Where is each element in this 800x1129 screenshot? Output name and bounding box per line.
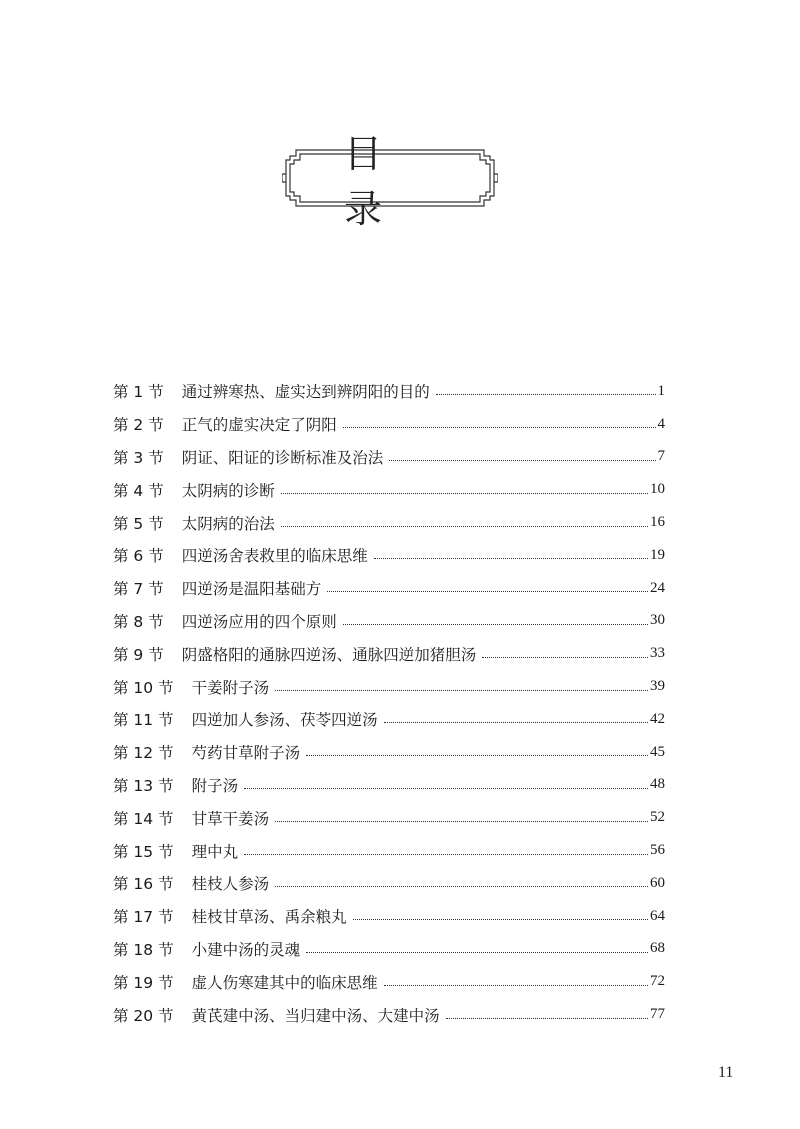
toc-section-number: 第 11 节 [113, 711, 174, 730]
toc-page-number: 45 [650, 743, 665, 760]
toc-section-title: 阴盛格阳的通脉四逆汤、通脉四逆加猪胆汤 [181, 645, 477, 664]
toc-section-title: 正气的虚实决定了阴阳 [181, 416, 337, 435]
toc-section-number: 第 18 节 [113, 940, 174, 959]
toc-section-title: 芍药甘草附子汤 [191, 744, 301, 763]
toc-dot-leader [275, 820, 648, 822]
toc-entry-9[interactable] [113, 637, 665, 670]
toc-entry-13[interactable] [113, 769, 665, 802]
toc-section-title: 四逆加人参汤、茯苓四逆汤 [191, 711, 378, 730]
toc-page-number: 7 [657, 448, 665, 465]
toc-dot-leader [244, 787, 648, 789]
toc-entry-10[interactable] [113, 670, 665, 703]
toc-section-title: 小建中汤的灵魂 [191, 940, 301, 959]
toc-entry-12[interactable] [113, 736, 665, 769]
toc-section-number: 第 10 节 [113, 678, 174, 697]
toc-page-number: 72 [650, 973, 665, 990]
toc-section-number: 第 15 节 [113, 842, 174, 861]
toc-entry-16[interactable] [113, 867, 665, 900]
toc-section-number: 第 6 节 [113, 547, 164, 566]
toc-section-title: 四逆汤舍表救里的临床思维 [181, 547, 368, 566]
toc-section-number: 第 8 节 [113, 612, 164, 631]
toc-section-title: 太阴病的诊断 [181, 481, 275, 500]
toc-section-title: 四逆汤是温阳基础方 [181, 580, 322, 599]
toc-dot-leader [384, 721, 648, 723]
toc-section-title: 阴证、阳证的诊断标准及治法 [181, 448, 384, 467]
toc-page-number: 77 [650, 1006, 665, 1023]
toc-dot-leader [244, 853, 648, 855]
toc-page-number: 64 [650, 907, 665, 924]
toc-section-title: 附子汤 [191, 776, 239, 795]
toc-page-number: 1 [657, 382, 665, 399]
toc-section-title: 桂枝人参汤 [191, 875, 270, 894]
toc-section-number: 第 20 节 [113, 1006, 174, 1025]
toc-dot-leader [384, 984, 648, 986]
toc-section-number: 第 2 节 [113, 416, 164, 435]
toc-page-number: 10 [650, 481, 665, 498]
toc-entry-6[interactable] [113, 539, 665, 572]
toc-page-number: 68 [650, 940, 665, 957]
toc-entry-4[interactable] [113, 473, 665, 506]
toc-title-frame [282, 132, 498, 231]
toc-page-number: 19 [650, 546, 665, 563]
toc-section-number: 第 5 节 [113, 514, 164, 533]
toc-page-number: 60 [650, 874, 665, 891]
toc-section-title: 太阴病的治法 [181, 514, 275, 533]
toc-entry-7[interactable] [113, 572, 665, 605]
toc-section-number: 第 16 节 [113, 875, 174, 894]
toc-dot-leader [374, 557, 648, 559]
toc-entry-14[interactable] [113, 801, 665, 834]
toc-dot-leader [306, 951, 648, 953]
toc-entry-15[interactable] [113, 834, 665, 867]
toc-page-number: 24 [650, 579, 665, 596]
toc-section-number: 第 3 节 [113, 448, 164, 467]
toc-page-number: 39 [650, 678, 665, 695]
toc-section-number: 第 7 节 [113, 580, 164, 599]
toc-section-number: 第 19 节 [113, 973, 174, 992]
toc-page-number: 56 [650, 842, 665, 859]
toc-dot-leader [343, 426, 656, 428]
toc-section-number: 第 14 节 [113, 809, 174, 828]
toc-section-title: 虚人伤寒建其中的临床思维 [191, 973, 378, 992]
toc-section-title: 黄芪建中汤、当归建中汤、大建中汤 [191, 1006, 440, 1025]
toc-section-number: 第 12 节 [113, 744, 174, 763]
toc-entry-11[interactable] [113, 703, 665, 736]
toc-dot-leader [389, 459, 655, 461]
toc-entry-19[interactable] [113, 965, 665, 998]
toc-section-number: 第 17 节 [113, 908, 174, 927]
toc-entry-2[interactable] [113, 408, 665, 441]
toc-entry-17[interactable] [113, 900, 665, 933]
toc-section-number: 第 9 节 [113, 645, 164, 664]
toc-section-title: 通过辨寒热、虚实达到辨阴阳的目的 [181, 383, 430, 402]
toc-page-number: 16 [650, 514, 665, 531]
toc-entry-18[interactable] [113, 933, 665, 966]
toc-heading: 目录 [344, 132, 445, 231]
toc-section-title: 甘草干姜汤 [191, 809, 270, 828]
toc-page-number: 48 [650, 776, 665, 793]
toc-section-title: 干姜附子汤 [191, 678, 270, 697]
toc-section-title: 理中丸 [191, 842, 239, 861]
toc-section-title: 桂枝甘草汤、禹余粮丸 [191, 908, 347, 927]
toc-entry-8[interactable] [113, 605, 665, 638]
toc-entry-20[interactable] [113, 998, 665, 1031]
toc-entry-5[interactable] [113, 506, 665, 539]
toc-dot-leader [281, 492, 648, 494]
toc-section-number: 第 4 节 [113, 481, 164, 500]
toc-dot-leader [353, 918, 648, 920]
table-of-contents [113, 375, 665, 1031]
toc-page-number: 33 [650, 645, 665, 662]
toc-page-number: 30 [650, 612, 665, 629]
toc-page-number: 4 [657, 415, 665, 432]
toc-dot-leader [281, 525, 648, 527]
toc-page-number: 42 [650, 710, 665, 727]
toc-page-number: 52 [650, 809, 665, 826]
toc-entry-1[interactable] [113, 375, 665, 408]
toc-dot-leader [306, 754, 648, 756]
page-number: 11 [718, 1064, 734, 1081]
toc-dot-leader [343, 623, 648, 625]
toc-dot-leader [327, 590, 648, 592]
toc-dot-leader [446, 1017, 648, 1019]
toc-section-number: 第 1 节 [113, 383, 164, 402]
toc-section-title: 四逆汤应用的四个原则 [181, 612, 337, 631]
toc-entry-3[interactable] [113, 441, 665, 474]
toc-dot-leader [482, 656, 648, 658]
toc-dot-leader [436, 393, 656, 395]
toc-dot-leader [275, 689, 648, 691]
toc-section-number: 第 13 节 [113, 776, 174, 795]
toc-dot-leader [275, 885, 648, 887]
